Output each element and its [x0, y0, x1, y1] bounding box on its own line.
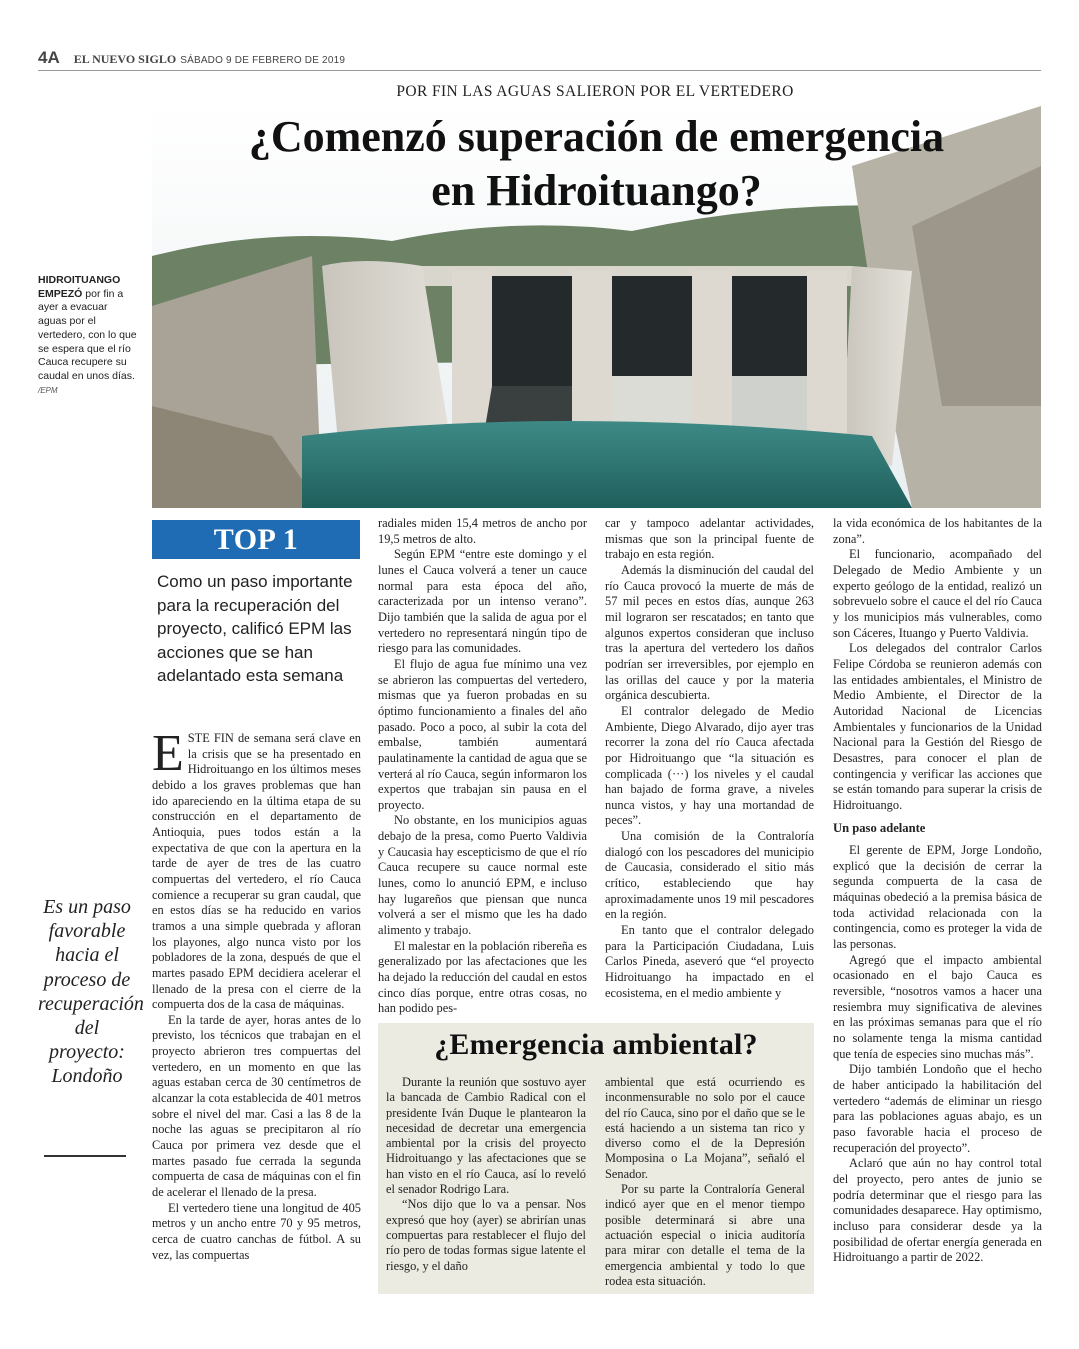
summary: Como un paso importante para la recuperación del proyecto, calificó EPM las acciones que se han adelantado esta semana [157, 572, 353, 685]
paragraph: El vertedero tiene una longitud de 405 metros y un ancho entre 70 y 95 metros, cerca de cuatro canchas de fútbol. A su vez, las compuertas [152, 1200, 361, 1262]
article-column-2 [378, 516, 587, 1017]
paragraph: El flujo de agua fue mínimo una vez se abrieron las compuertas del vertedero, mismas que ya fueron probadas en su óptimo funcionamiento a finales del año pasado. Poco a poco, al subir la cota del embalse, también aumentará paulatinamente la cantidad de agua que se verterá al río Cauca, según informaron los expertos que trabajan sin pausa en el proyecto. [378, 656, 587, 812]
sidebar-title: ¿Emergencia ambiental? [434, 1028, 758, 1061]
issue-date: SÁBADO 9 DE FEBRERO DE 2019 [180, 55, 346, 66]
paragraph: Dijo también Londoño que el hecho de haber anticipado la habilitación del vertedero “además de eliminar un riesgo para las poblaciones aguas abajo, es un paso favorable hacia el proceso de recuperación del proyecto”. [833, 1062, 1042, 1155]
top-label: TOP 1 [152, 520, 360, 559]
paragraph: car y tampoco adelantar actividades, mismas que son la principal fuente de trabajo en esta región. [605, 516, 814, 562]
headline [152, 106, 1041, 218]
paragraph: Por su parte la Contraloría General indicó ayer que en el menor tiempo posible determinará si abre una actuación especial o inicia auditoría para mirar con detalle el tema de la emergencia ambiental y todo lo que rodea esta situación. [605, 1182, 805, 1288]
page-number: 4A [38, 48, 60, 67]
paragraph: Agregó que el impacto ambiental ocasionado en el bajo Cauca es reversible, “nosotros vamos a hacer una resiembra muy significativa de alevines en las próximas semanas para que el río no solamente tenga la misma cantidad que tenía de especies sino muchas más”. [833, 952, 1042, 1061]
header-rule [38, 70, 1041, 71]
paragraph: El funcionario, acompañado del Delegado de Medio Ambiente y un experto geólogo de la entidad, realizó un sobrevuelo sobre el cauce el del río Cauca y los municipios más vulnerables, como son Cáceres, Ituango y Puerto Valdivia. [833, 547, 1042, 640]
paragraph: radiales miden 15,4 metros de ancho por 19,5 metros de alto. [378, 516, 587, 546]
headline-line-1: ¿Comenzó superación de emergencia [248, 112, 945, 161]
sidebar-column-2 [605, 1075, 805, 1289]
paragraph: El contralor delegado de Medio Ambiente, Diego Alvarado, dijo ayer tras recorrer la zona del río Cauca afectada por Hidroituango que “la situación es complicada (···) los niveles y el caudal han bajado de forma grave, a niveles nunca vistos, y hay una mortandad de peces”. [605, 703, 814, 828]
drop-cap: E [152, 725, 184, 782]
caption-lead: HIDROITUANGO EMPEZÓ [38, 274, 121, 300]
paragraph: No obstante, en los municipios aguas debajo de la presa, como Puerto Valdivia y Caucasia hay escepticismo de que el río Cauca recupere su cauce normal este lunes, como lo anunció EPM, e incluso hay lugareños que piensan que nunca volverá a ser el mismo que les ha dado alimento y trabajo. [378, 813, 587, 938]
paragraph: Según EPM “entre este domingo y el lunes el Cauca volverá a tener un cauce normal para esta época del año, caracterizada por un intenso verano”. Dijo también que la salida de agua por el vertedero no representará ningún tipo de riesgo para las comunidades. [378, 547, 587, 656]
paragraph: El gerente de EPM, Jorge Londoño, explicó que la decisión de cerrar la segunda compuerta de la casa de máquinas obedeció a la premisa básica de toda actividad relacionada con la contingencia, como es proteger la vida de las personas. [833, 843, 1042, 952]
paragraph-text: STE FIN de semana será clave en la crisis que se ha presentado en Hidroituango en los últimos meses debido a los graves problemas que han ido apareciendo en la última etapa de su construcción en el departamento de Antioquia, pues todos están a la expectativa de que con la apertura en la tarde de ayer de tres de las cuatro compuertas del vertedero, el río Cauca comience a recuperar su gran caudal, que en estos días se ha reducido en varios tramos a una simple quebrada y afloran los playones, algo nunca visto por los pobladores de la zona, después de que el martes pasado EPM decidiera acelerar el llenado de la presa con el cierre de la compuerta dos de la casa de máquinas. [152, 731, 361, 1012]
article-column-1 [152, 725, 361, 1263]
publication-name: EL NUEVO SIGLO [73, 52, 177, 66]
paragraph: Durante la reunión que sostuvo ayer la bancada de Cambio Radical con el presidente Iván Duque le plantearon la necesidad de decretar una emergencia ambiental por la crisis del proyecto Hidroituango y las afectaciones que se han visto en el río Cauca, así lo reveló el senador Rodrigo Lara. [386, 1075, 586, 1197]
paragraph: En la tarde de ayer, horas antes de lo previsto, los técnicos que trabajan en el proyecto abrieron tres compuertas del vertedero, en un momento en que las aguas estaban cerca de 30 centímetros de alcanzar la cota establecida de 401 metros sobre el nivel del mar. Casi a las 8 de la noche las aguas se precipitaron al río Cauca por primera vez desde que el martes pasado fue cerrada la segunda compuerta de casa de máquinas con el fin de acelerar el llenado de la presa. [152, 1012, 361, 1200]
paragraph: Aclaró que aún no hay control total del proyecto, pero antes de junio se podría determinar que el riesgo para las comunidades desaparece. Hay optimismo, incluso para considerar desde ya la posibilidad de ofertar energía generada en Hidroituango a partir de 2022. [833, 1156, 1042, 1265]
headline-line-2: en Hidroituango? [431, 166, 762, 215]
paragraph: El malestar en la población ribereña es generalizado por las afectaciones que les ha dejado la reducción del caudal en estos cinco días porque, entre otras cosas, no han podido pes- [378, 938, 587, 1016]
sidebar-column-1 [386, 1075, 586, 1274]
paragraph: ambiental que está ocurriendo es inconmensurable no solo por el cauce del río Cauca, sino por el daño que se le está haciendo a un sistema tan rico y diverso como el de la Depresión Momposina o La Mojana”, señaló el Senador. [605, 1075, 805, 1181]
pull-quote: Es un paso favorable hacia el proceso de recuperación del proyecto: Londoño [38, 896, 144, 1088]
article-column-3 [605, 516, 814, 1001]
pull-quote-rule [44, 1155, 126, 1157]
paragraph: Una comisión de la Contraloría dialogó con los pescadores del municipio de Caucasia, considerado el sitio más crítico, estableciendo que hay aproximadamente unos 19 mil pescadores en la región. [605, 829, 814, 922]
kicker: POR FIN LAS AGUAS SALIERON POR EL VERTEDERO [396, 83, 794, 100]
caption-text: por fin a ayer a evacuar aguas por el vertedero, con lo que se espera que el río Cauca recupere su caudal en unos días. [38, 287, 137, 382]
photo-caption [38, 274, 138, 397]
photo-credit: /EPM [38, 385, 58, 395]
folio [38, 48, 345, 68]
article-column-4 [833, 516, 1042, 1266]
paragraph: Además la disminución del caudal del río Cauca provocó la muerte de más de 57 mil peces en estos días, aunque 263 mil lograron ser rescatados; en tanto que algunos expertos consideran que incluso tras la apertura del vertedero los daños podrían ser irreversibles, por ejemplo en las orillas del cauce y por la materia orgánica descubierta. [605, 562, 814, 703]
paragraph: la vida económica de los habitantes de la zona”. [833, 516, 1042, 546]
paragraph: “Nos dijo que lo va a pensar. Nos expresó que hoy (ayer) se abrirían unas compuertas para restablecer el flujo del río pero de todas formas sigue latente el riesgo, y el daño [386, 1197, 586, 1273]
paragraph: Los delegados del contralor Carlos Felipe Córdoba se reunieron además con las entidades ambientales, el Ministro de Medio Ambiente, el Director de la Autoridad Nacional de Licencias Ambientales y funcionarios de la Unidad Nacional para la Gestión del Riesgo de Desastres, para conocer el plan de contingencia y verificar las acciones que se están tomando para superar la crisis de Hidroituango. [833, 641, 1042, 812]
paragraph: En tanto que el contralor delegado para la Participación Ciudadana, Luis Carlos Pineda, aseveró que “el proyecto Hidroituango ha impactado en el ecosistema, en el medio ambiente y [605, 923, 814, 1000]
subheading: Un paso adelante [833, 821, 926, 836]
paragraph [152, 725, 361, 1013]
